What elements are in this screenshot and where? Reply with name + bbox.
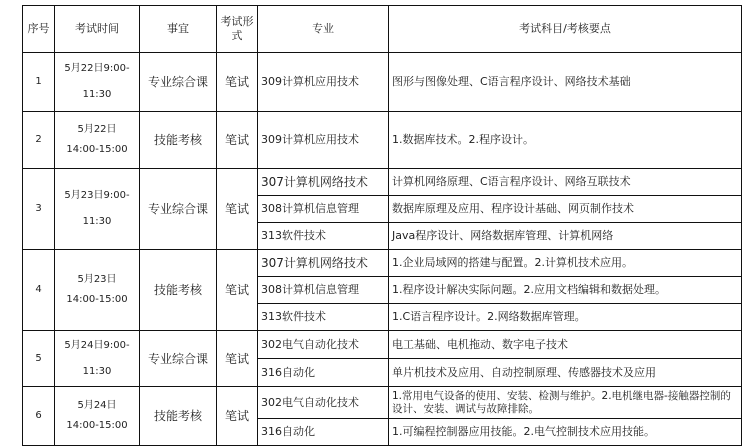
row-major: 316自动化 [258,359,389,387]
row-subjects: 电工基础、电机拖动、数字电子技术 [389,331,742,359]
header-subjects: 考试科目/考核要点 [389,6,742,53]
row-time: 5月22日9:00- 11:30 [55,53,140,112]
row-matter: 技能考核 [140,250,217,331]
table-row [23,169,742,196]
row-form: 笔试 [217,169,258,250]
row-seq: 2 [23,112,55,169]
table-row [23,250,742,277]
row-time: 5月24日 14:00-15:00 [55,387,140,446]
header-form: 考试形式 [217,6,258,53]
row-subjects: 计算机网络原理、C语言程序设计、网络互联技术 [389,169,742,196]
header-seq: 序号 [23,6,55,53]
row-matter: 专业综合课 [140,169,217,250]
table-row [23,112,742,169]
row-subjects: 1.程序设计解决实际问题。2.应用文档编辑和数据处理。 [389,277,742,304]
row-form: 笔试 [217,53,258,112]
table-row [23,387,742,419]
row-time: 5月23日 14:00-15:00 [55,250,140,331]
row-matter: 技能考核 [140,112,217,169]
header-matter: 事宜 [140,6,217,53]
row-subjects: 1.可编程控制器应用技能。2.电气控制技术应用技能。 [389,419,742,446]
row-major: 313软件技术 [258,223,389,250]
row-time: 5月24日9:00- 11:30 [55,331,140,387]
row-matter: 技能考核 [140,387,217,446]
row-form: 笔试 [217,331,258,387]
header-time: 考试时间 [55,6,140,53]
row-subjects: Java程序设计、网络数据库管理、计算机网络 [389,223,742,250]
row-subjects: 1.企业局域网的搭建与配置。2.计算机技术应用。 [389,250,742,277]
row-major: 302电气自动化技术 [258,387,389,419]
row-major: 307计算机网络技术 [258,250,389,277]
row-major: 302电气自动化技术 [258,331,389,359]
row-subjects: 图形与图像处理、C语言程序设计、网络技术基础 [389,53,742,112]
exam-schedule-table [22,5,742,446]
table-row [23,53,742,112]
row-subjects: 数据库原理及应用、程序设计基础、网页制作技术 [389,196,742,223]
row-form: 笔试 [217,387,258,446]
row-matter: 专业综合课 [140,53,217,112]
row-major: 313软件技术 [258,304,389,331]
row-seq: 1 [23,53,55,112]
row-subjects: 1.C语言程序设计。2.网络数据库管理。 [389,304,742,331]
row-seq: 3 [23,169,55,250]
row-seq: 6 [23,387,55,446]
table-header-row [23,6,742,53]
row-matter: 专业综合课 [140,331,217,387]
row-subjects: 1.常用电气设备的使用、安装、检测与维护。2.电机继电器-接触器控制的设计、安装、调试与故障排除。 [389,387,742,419]
row-major: 316自动化 [258,419,389,446]
header-major: 专业 [258,6,389,53]
row-time: 5月22日 14:00-15:00 [55,112,140,169]
row-major: 309计算机应用技术 [258,53,389,112]
row-seq: 4 [23,250,55,331]
row-form: 笔试 [217,112,258,169]
row-seq: 5 [23,331,55,387]
row-major: 309计算机应用技术 [258,112,389,169]
row-subjects: 单片机技术及应用、自动控制原理、传感器技术及应用 [389,359,742,387]
exam-schedule-wrapper [22,5,742,446]
row-form: 笔试 [217,250,258,331]
row-major: 308计算机信息管理 [258,196,389,223]
row-major: 307计算机网络技术 [258,169,389,196]
row-major: 308计算机信息管理 [258,277,389,304]
row-subjects: 1.数据库技术。2.程序设计。 [389,112,742,169]
row-time: 5月23日9:00- 11:30 [55,169,140,250]
table-row [23,331,742,359]
